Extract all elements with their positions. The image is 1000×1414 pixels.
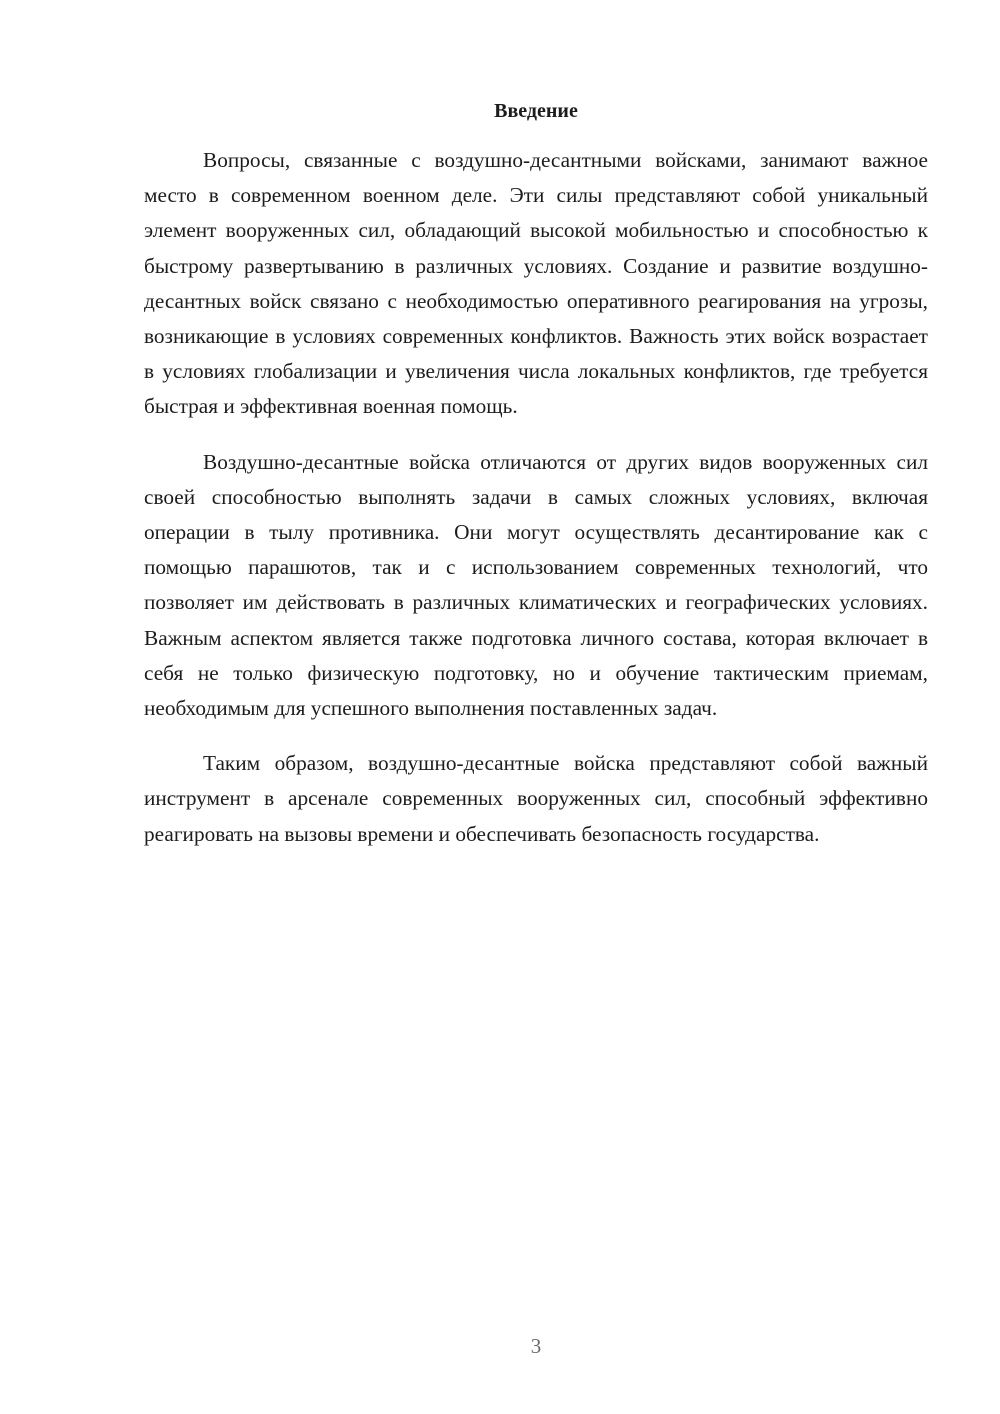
paragraph-1: Вопросы, связанные с воздушно-десантными войсками, занимают важное место в современном военном деле. Эти силы представляют собой уникальный элемент вооруженных сил, обладающий высокой мобильностью и способностью к быстрому развертыванию в различных условиях. Создание и развитие воздушно-десантных войск связано с необходимостью оперативного реагирования на угрозы, возникающие в условиях современных конфликтов. Важность этих войск возрастает в условиях глобализации и увеличения числа локальных конфликтов, где требуется быстрая и эффективная военная помощь. — [144, 148, 928, 419]
body-text — [144, 143, 928, 852]
page-title: Введение — [494, 100, 578, 122]
paragraph-3: Таким образом, воздушно-десантные войска представляют собой важный инструмент в арсенале современных вооруженных сил, способный эффективно реагировать на вызовы времени и обеспечивать безопасность государства. — [144, 751, 928, 846]
page-number: 3 — [530, 1334, 542, 1358]
paragraph-2: Воздушно-десантные войска отличаются от других видов вооруженных сил своей способностью выполнять задачи в самых сложных условиях, включая операции в тылу противника. Они могут осуществлять десантирование как с помощью парашютов, так и с использованием современных технологий, что позволяет им действовать в различных климатических и географических условиях. Важным аспектом является также подготовка личного состава, которая включает в себя не только физическую подготовку, но и обучение тактическим приемам, необходимым для успешного выполнения поставленных задач. — [144, 449, 928, 721]
